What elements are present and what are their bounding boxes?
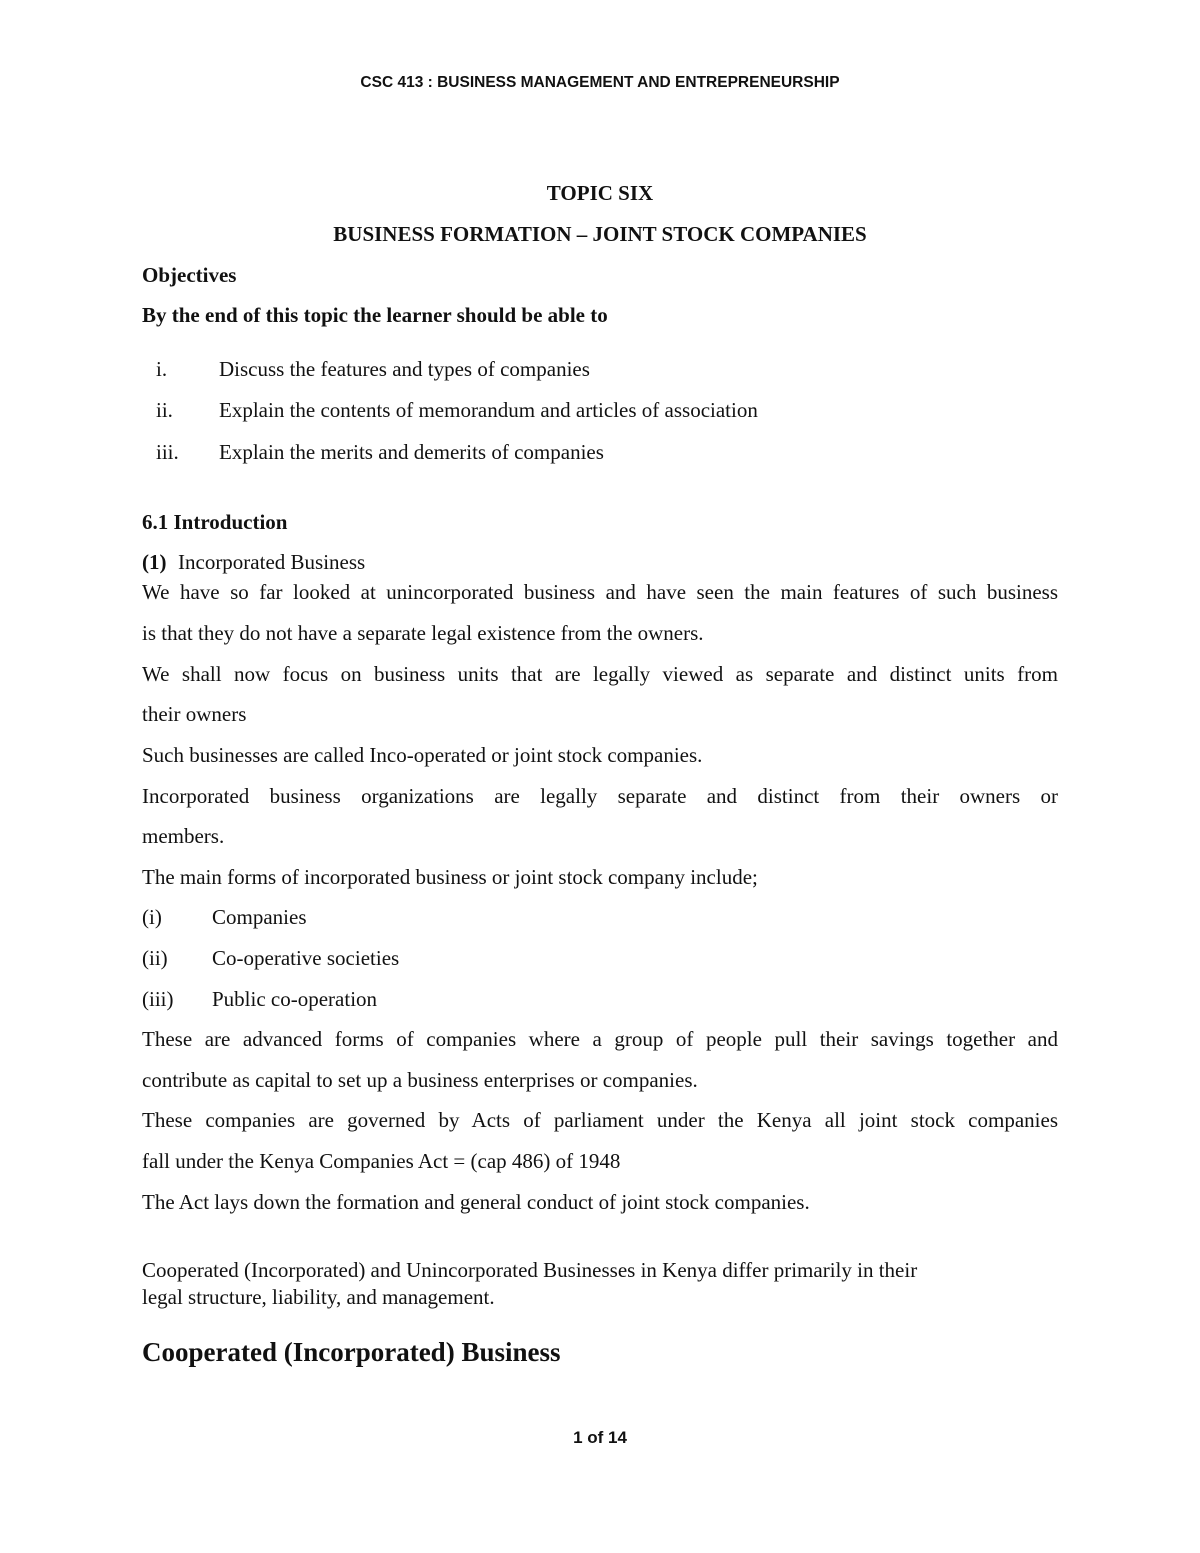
form-item: Companies <box>212 905 307 929</box>
objective-number: iii. <box>156 440 179 464</box>
objective-item: Discuss the features and types of companies <box>219 357 590 381</box>
subsection-number: (1) <box>142 550 167 574</box>
paragraph-line: their owners <box>142 702 247 726</box>
paragraph-line: These companies are governed by Acts of parliament under the Kenya all joint stock companies <box>142 1108 1058 1132</box>
objective-item: Explain the contents of memorandum and articles of association <box>219 398 758 422</box>
paragraph: The main forms of incorporated business or joint stock company include; <box>142 865 758 889</box>
page-number: 1 of 14 <box>573 1428 627 1447</box>
paragraph-line: contribute as capital to set up a business enterprises or companies. <box>142 1068 698 1092</box>
subsection-title: Incorporated Business <box>178 550 366 574</box>
paragraph-line: Cooperated (Incorporated) and Unincorporated Businesses in Kenya differ primarily in their <box>142 1258 918 1282</box>
form-number: (i) <box>142 905 162 929</box>
paragraph-line: is that they do not have a separate legal existence from the owners. <box>142 621 704 645</box>
paragraph-line: We shall now focus on business units that are legally viewed as separate and distinct units from <box>142 662 1058 686</box>
paragraph-line: legal structure, liability, and management. <box>142 1285 495 1309</box>
paragraph: The Act lays down the formation and general conduct of joint stock companies. <box>142 1190 810 1214</box>
form-item: Public co-operation <box>212 987 378 1011</box>
form-number: (ii) <box>142 946 168 970</box>
topic-label: TOPIC SIX <box>546 181 654 205</box>
paragraph: Such businesses are called Inco-operated or joint stock companies. <box>142 743 703 767</box>
objective-item: Explain the merits and demerits of companies <box>219 440 604 464</box>
form-number: (iii) <box>142 987 174 1011</box>
objectives-intro: By the end of this topic the learner should be able to <box>142 303 608 327</box>
objective-number: i. <box>156 357 168 381</box>
section-heading-large: Cooperated (Incorporated) Business <box>142 1337 561 1367</box>
paragraph-line: Incorporated business organizations are legally separate and distinct from their owners or <box>142 784 1058 808</box>
objectives-heading: Objectives <box>142 263 237 287</box>
document-title: BUSINESS FORMATION – JOINT STOCK COMPANIES <box>333 222 867 246</box>
form-item: Co-operative societies <box>212 946 400 970</box>
paragraph-line: We have so far looked at unincorporated business and have seen the main features of such business <box>142 580 1058 604</box>
objective-number: ii. <box>156 398 173 422</box>
paragraph-line: These are advanced forms of companies where a group of people pull their savings together and <box>142 1027 1058 1051</box>
paragraph-line: members. <box>142 824 225 848</box>
section-heading: 6.1 Introduction <box>142 510 288 534</box>
page-header: CSC 413 : BUSINESS MANAGEMENT AND ENTREPRENEURSHIP <box>360 74 840 91</box>
paragraph-line: fall under the Kenya Companies Act = (cap 486) of 1948 <box>142 1149 621 1173</box>
